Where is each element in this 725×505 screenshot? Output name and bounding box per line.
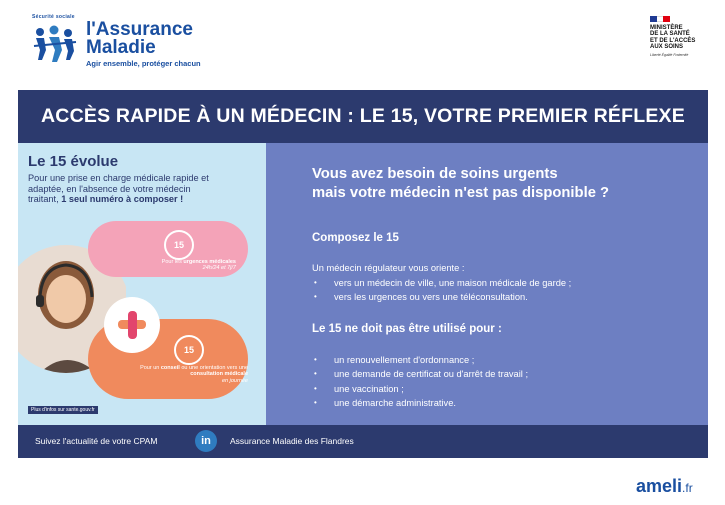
phone-15-icon-2 — [174, 335, 204, 365]
assurance-maladie-logo — [28, 14, 218, 70]
linkedin-icon-label: in — [201, 435, 211, 447]
logo-figures-icon — [30, 20, 80, 66]
banner-title: ACCÈS RAPIDE À UN MÉDECIN : LE 15, VOTRE PREMIER RÉFLEXE — [41, 105, 685, 127]
heading-line1: Vous avez besoin de soins urgents — [312, 166, 558, 182]
heading-line2: mais votre médecin n'est pas disponible ? — [312, 185, 610, 201]
linkedin-account-name[interactable]: Assurance Maladie des Flandres — [230, 436, 354, 446]
regulator-intro: Un médecin régulateur vous oriente : — [312, 263, 465, 273]
linkedin-icon[interactable] — [195, 430, 217, 452]
left-info-panel — [18, 143, 266, 425]
conseil-text-bold1: conseil — [160, 365, 180, 371]
list-item: • une vaccination ; — [312, 382, 528, 396]
ministry-line1: MINISTÈRE — [650, 25, 683, 31]
conseil-text-part2: ou une orientation vers une — [179, 365, 248, 371]
follow-text: Suivez l'actualité de votre CPAM — [35, 436, 158, 446]
french-flag-icon — [650, 16, 670, 22]
compose-15-subheading: Composez le 15 — [312, 232, 399, 244]
title-banner — [18, 90, 708, 143]
ministry-line2: DE LA SANTÉ — [650, 31, 690, 38]
not-for-subheading: Le 15 ne doit pas être utilisé pour : — [312, 323, 502, 335]
logo-title-line1: l'Assurance — [86, 19, 193, 40]
left-panel-text-part1: Pour une prise en charge médicale rapide et adaptée, en l'absence de votre médecin traitant, — [28, 173, 209, 204]
ameli-name: ameli — [636, 476, 683, 496]
ministry-motto: Liberté Égalité Fraternité — [650, 52, 689, 57]
phone-15-icon — [164, 230, 194, 260]
conseil-hours: en journée — [222, 377, 248, 384]
phone-number-label: 15 — [173, 240, 184, 250]
right-panel-heading — [312, 165, 692, 203]
list-item: • une démarche administrative. — [312, 396, 528, 410]
conseil-text — [136, 365, 248, 384]
ministry-name — [650, 25, 710, 51]
list-item: • vers un médecin de ville, une maison médicale de garde ; — [312, 276, 571, 290]
ministry-line3: ET DE L'ACCÈS — [650, 37, 696, 44]
plus-icon-vertical — [128, 311, 137, 339]
logo-subtitle: Agir ensemble, protéger chacun — [86, 59, 201, 68]
list-item: • une demande de certificat ou d'arrêt de travail ; — [312, 367, 528, 381]
more-info-link[interactable]: Plus d'infos sur sante.gouv.fr — [28, 406, 98, 414]
logo-title-line2: Maladie — [86, 37, 156, 58]
not-for-list — [312, 353, 528, 410]
ameli-tld: .fr — [682, 481, 693, 495]
left-panel-title: Le 15 évolue — [28, 153, 119, 170]
list-item: • vers les urgences ou vers une téléconsultation. — [312, 290, 571, 304]
urgences-hours: 24h/24 et 7j/7 — [202, 265, 236, 272]
list-item: • un renouvellement d'ordonnance ; — [312, 353, 528, 367]
logo-title — [86, 21, 193, 57]
left-panel-text — [28, 173, 218, 205]
conseil-text-bold2: consultation médicale — [190, 371, 248, 378]
urgences-text-bold: urgences médicales — [183, 259, 236, 265]
left-panel-text-bold: 1 seul numéro à composer ! — [61, 194, 184, 204]
ministry-logo — [650, 16, 710, 57]
ministry-line4: AUX SOINS — [650, 44, 684, 51]
urgences-text — [136, 259, 236, 272]
urgences-text-part1: Pour les — [161, 259, 184, 265]
footer-strip — [18, 425, 708, 458]
right-info-panel — [266, 143, 708, 425]
logo-tag: Sécurité sociale — [32, 14, 75, 20]
orientation-list — [312, 276, 571, 305]
ameli-logo — [636, 476, 693, 497]
conseil-text-part1: Pour un — [140, 365, 161, 371]
phone-number-label-2: 15 — [183, 345, 194, 355]
